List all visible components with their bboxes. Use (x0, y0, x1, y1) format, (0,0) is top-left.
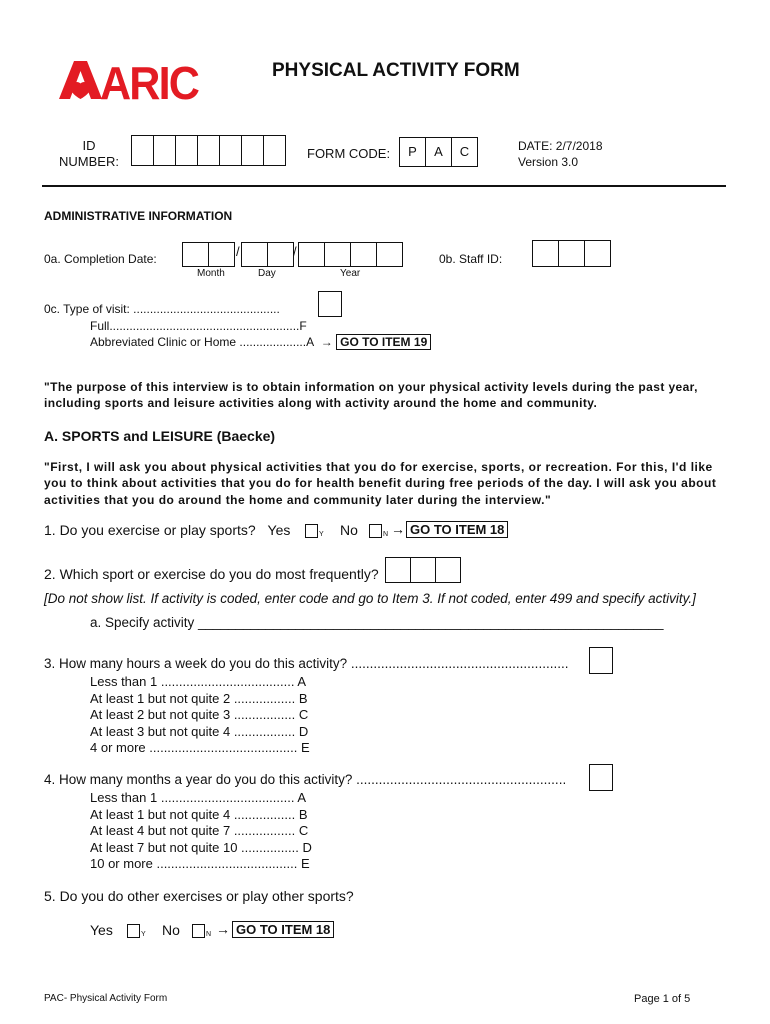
section-a-title: A. SPORTS and LEISURE (Baecke) (44, 428, 276, 444)
q1-yes-checkbox[interactable] (305, 524, 318, 538)
q3-option-a: Less than 1 ..................................... A (90, 674, 307, 689)
q3-option-c: At least 2 but not quite 3 ................. C (90, 707, 309, 722)
id-digit-2[interactable] (153, 135, 176, 166)
footer-form-name: PAC- Physical Activity Form (44, 993, 168, 1004)
q3-option-b: At least 1 but not quite 2 ................. B (90, 690, 308, 706)
id-label (58, 138, 120, 170)
q2-code-box-1[interactable] (385, 557, 411, 583)
q4-text: 4. How many months a year do you do this activity? ........................................................ (44, 772, 567, 787)
q1-n-code: N (383, 531, 389, 538)
year-box-2[interactable] (324, 242, 351, 267)
staff-id-box-3[interactable] (584, 240, 611, 267)
header-divider (42, 185, 726, 187)
q1-arrow-icon: → (391, 521, 405, 537)
q5-goto-item-18: GO TO ITEM 18 (232, 921, 334, 938)
form-code-c (451, 137, 478, 167)
form-date: DATE: 2/7/2018 (518, 139, 603, 153)
q1-row (44, 522, 290, 538)
q4-option-d: At least 7 but not quite 10 ................ D (90, 839, 312, 855)
month-box-1[interactable] (182, 242, 209, 267)
q1-goto-item-18: GO TO ITEM 18 (406, 521, 508, 538)
form-title: PHYSICAL ACTIVITY FORM (272, 60, 520, 81)
visit-full-option: Full.........................................................F (90, 319, 307, 333)
q2-text: 2. Which sport or exercise do you do most frequently? (44, 566, 379, 582)
q4-answer-box[interactable] (589, 764, 613, 791)
month-caption: Month (197, 268, 225, 279)
staff-id-box-2[interactable] (558, 240, 585, 267)
q3-option-e: 4 or more ......................................... E (90, 740, 310, 755)
aric-logo (56, 55, 202, 103)
day-box-1[interactable] (241, 242, 268, 267)
q1-text: 1. Do you exercise or play sports? (44, 522, 256, 538)
id-digit-1[interactable] (131, 135, 154, 166)
form-code-char: C (459, 144, 470, 159)
q2-code-box-3[interactable] (435, 557, 461, 583)
staff-id-label: 0b. Staff ID: (439, 252, 503, 266)
q5-yes-label: Yes (90, 922, 113, 938)
year-caption: Year (340, 268, 361, 279)
form-code-char: A (434, 144, 443, 159)
q4-option-c: At least 4 but not quite 7 ................. C (90, 823, 309, 838)
form-code-p (399, 137, 426, 167)
id-digit-4[interactable] (197, 135, 220, 166)
q4-option-a: Less than 1 ..................................... A (90, 790, 307, 805)
q5-no-checkbox[interactable] (192, 924, 205, 938)
form-code-a (425, 137, 452, 167)
goto-item-19: GO TO ITEM 19 (336, 334, 431, 350)
q5-arrow-icon: → (216, 921, 230, 937)
visit-type-box[interactable] (318, 291, 342, 317)
day-box-2[interactable] (267, 242, 294, 267)
month-box-2[interactable] (208, 242, 235, 267)
form-code-label: FORM CODE: (307, 146, 391, 161)
date-slash-2: / (293, 244, 297, 259)
q2-code-box-2[interactable] (410, 557, 436, 583)
id-digit-7[interactable] (263, 135, 286, 166)
q1-y-code: Y (319, 531, 324, 538)
section-a-intro: "First, I will ask you about physical activities that you do for exercise, sports, or recreation. For this, I'd like you to think about activities that you do for health benefit during free periods of the day. I will ask you about activities that you do around the home and community later during the interview." (44, 460, 717, 507)
q5-y-code: Y (141, 931, 146, 938)
q1-yes-label: Yes (267, 522, 291, 538)
q5-no-label: No (162, 922, 180, 938)
id-digit-5[interactable] (219, 135, 242, 166)
visit-abbrev-option (90, 335, 431, 349)
year-box-4[interactable] (376, 242, 403, 267)
q3-option-d: At least 3 but not quite 4 ................. D (90, 723, 309, 739)
form-version: Version 3.0 (518, 155, 579, 169)
q2-instruction: [Do not show list. If activity is coded, enter code and go to Item 3. If not coded, enter 499 and specify activity.] (44, 591, 696, 606)
footer-page-number: Page 1 of 5 (634, 993, 691, 1005)
q4-option-e: 10 or more ....................................... E (90, 856, 310, 871)
q1-no-label: No (340, 522, 358, 538)
q4-option-b: At least 1 but not quite 4 ................. B (90, 806, 308, 822)
q5-text: 5. Do you do other exercises or play other sports? (44, 888, 354, 904)
year-box-1[interactable] (298, 242, 325, 267)
id-label-line2: NUMBER: (59, 154, 119, 169)
q3-answer-box[interactable] (589, 647, 613, 674)
form-code-char: P (408, 144, 417, 159)
logo-text: ARIC (100, 57, 199, 103)
date-slash-1: / (236, 244, 240, 259)
id-digit-3[interactable] (175, 135, 198, 166)
q3-text: 3. How many hours a week do you do this activity? .......................................................... (44, 656, 569, 671)
completion-date-label: 0a. Completion Date: (44, 252, 157, 266)
day-caption: Day (258, 268, 276, 279)
visit-abbrev-label: Abbreviated Clinic or Home ....................A (90, 335, 314, 349)
id-digit-6[interactable] (241, 135, 264, 166)
year-box-3[interactable] (350, 242, 377, 267)
q2-specify-activity[interactable]: a. Specify activity ______________________________________________________________ (90, 615, 664, 630)
id-label-line1: ID (82, 138, 96, 153)
purpose-statement: "The purpose of this interview is to obtain information on your physical activity levels during the past year, including sports and leisure activities along with activity around the home and community. (44, 380, 698, 410)
arrow-icon: → (320, 335, 333, 349)
q1-no-checkbox[interactable] (369, 524, 382, 538)
admin-title: ADMINISTRATIVE INFORMATION (44, 209, 233, 223)
q5-yes-checkbox[interactable] (127, 924, 140, 938)
q5-n-code: N (206, 931, 212, 938)
visit-type-label: 0c. Type of visit: ............................................ (44, 302, 280, 316)
staff-id-box-1[interactable] (532, 240, 559, 267)
